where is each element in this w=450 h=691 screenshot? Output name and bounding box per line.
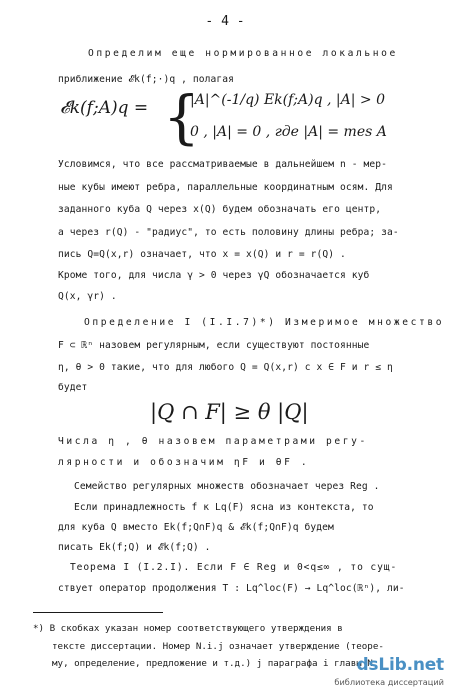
theorem-heading: Теорема I (I.2.I). Если F ∈ Reg и 0<q≤∞ , то сущ-	[70, 562, 398, 573]
text-line-5: заданного куба Q через x(Q) будем обозначать его центр,	[58, 204, 382, 215]
watermark-caption: библиотека диссертаций	[334, 677, 444, 687]
text-line-4: ные кубы имеют ребра, параллельные координатным осям. Для	[58, 182, 393, 193]
display-equation: |Q ∩ F| ≥ θ |Q|	[150, 400, 309, 424]
text-line-14: Числа η , θ назовем параметрами регу-	[58, 436, 368, 447]
equation-case-1: |A|^(-1/q) Ek(f;A)q , |A| > 0	[190, 92, 385, 108]
text-line-2: приближение 𝓔k(f;·)q , полагая	[58, 74, 234, 85]
footnote-line-1: *) В скобках указан номер соответствующего утверждения в	[33, 623, 343, 634]
dslib-watermark	[330, 655, 448, 689]
equation-brace: {	[163, 83, 200, 151]
equation-lhs: 𝓔k(f;A)q =	[60, 98, 149, 118]
footnote-line-3: му, определение, предложение и т.д.) j параграфа i главы N	[52, 658, 373, 669]
text-line-9: Q(x, γr) .	[58, 291, 117, 302]
text-line-18: для куба Q вместо Ek(f;Q∩F)q & 𝓔k(f;Q∩F)q будем	[58, 522, 334, 533]
text-line-6: а через r(Q) - "радиус", то есть половину длины ребра; за-	[58, 227, 399, 238]
footnote-rule	[33, 612, 163, 613]
text-line-7: пись Q=Q(x,r) означает, что x = x(Q) и r = r(Q) .	[58, 249, 346, 260]
watermark-brand: dsLib.net	[356, 655, 444, 675]
footnote-line-2: тексте диссертации. Номер N.i.j означает утверждение (теоре-	[52, 641, 384, 652]
text-line-1: Определим еще нормированное локальное	[88, 48, 398, 59]
equation-case-2: 0 , |A| = 0 , где |A| = mes A	[190, 124, 387, 140]
text-line-16: Семейство регулярных множеств обозначает через Reg .	[74, 481, 380, 492]
text-line-19: писать Ek(f;Q) и 𝓔k(f;Q) .	[58, 542, 211, 553]
text-line-13: будет	[58, 382, 88, 393]
definition-heading: Определение I (I.I.7)*) Измеримое множество	[84, 317, 445, 328]
text-line-12: η, θ > 0 такие, что для любого Q = Q(x,r) с x ∈ F и r ≤ η	[58, 362, 393, 373]
page-number: - 4 -	[205, 14, 245, 29]
text-line-8: Кроме того, для числа γ > 0 через γQ обозначается куб	[58, 270, 370, 281]
text-line-3: Условимся, что все рассматриваемые в дальнейшем n - мер-	[58, 159, 388, 170]
text-line-15: лярности и обозначим ηF и θF .	[58, 457, 310, 468]
text-line-21: ствует оператор продолжения T : Lq^loc(F) → Lq^loc(ℝⁿ), ли-	[58, 583, 405, 594]
text-line-11: F ⊂ ℝⁿ назовем регулярным, если существуют постоянные	[58, 340, 370, 351]
text-line-17: Если принадлежность f к Lq(F) ясна из контекста, то	[74, 502, 374, 513]
